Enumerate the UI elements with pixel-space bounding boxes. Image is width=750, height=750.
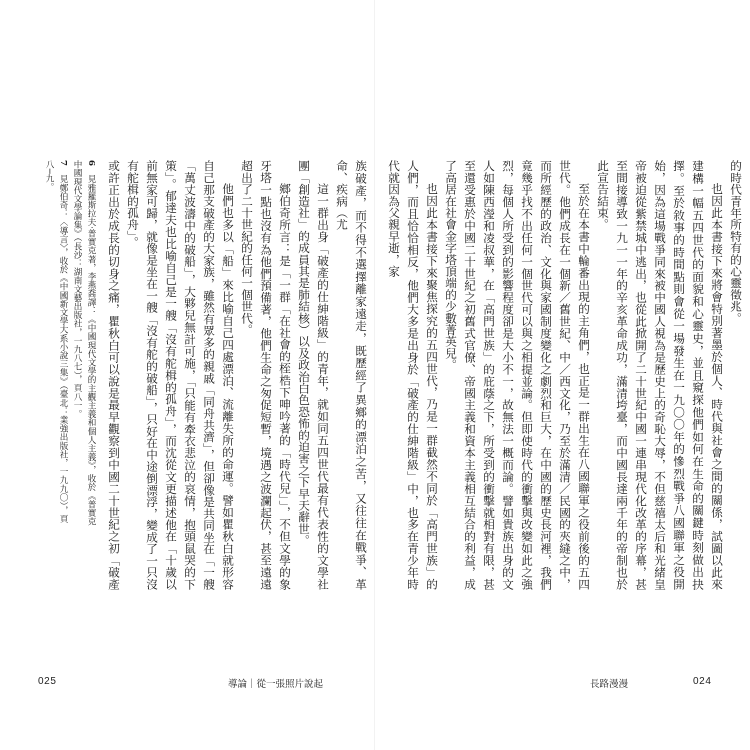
left-paragraph: 或許正出於成長的切身之痛，瞿秋白可以說是最早觀察到中國二十世紀之初「破產 <box>107 160 121 590</box>
footnote <box>42 160 70 530</box>
footnote-text: 見雅羅斯拉夫‧普實克著，李燕喬譯：《中國現代文學的主觀主義和個人主義》，收於《普實克中國現代文學論集》（長沙：湖南文藝出版社，一九八七），頁八一。 <box>72 160 96 526</box>
right-running-head: 長路漫漫 <box>590 679 629 690</box>
footnotes <box>38 160 98 530</box>
left-page-number: 025 <box>38 676 57 687</box>
right-page-number: 024 <box>693 676 712 687</box>
footnote <box>70 160 98 530</box>
left-paragraph: 他們也多以「船」來比喻自己四處漂泊、流離失所的命運。譬如瞿秋白就形容自己那支破產的大家族，雖然有眾多的親戚「同舟共濟」，但卻像是共同坐在「一艘「萬丈波濤中的破船」，大夥兒無計可施，「只能有牽衣悲泣的哀情，抱頭鼠哭的下策」。郁達夫也比喻自己是一艘「沒有舵楫的孤舟」，而沈從文更描述他在「十歲以前無家可歸，就像是坐在一艘「沒有舵的破船」，只好在中途倒漂浮，變成了一只沒有舵楫的孤舟」。 <box>126 160 235 590</box>
left-paragraph: 鄉伯奇所言：是「一群「在社會的桎梏下呻吟著的「時代兒」」，不但文學的象牙塔一點也沒有為他們預備著，他們生命之匆促短暫，境遇之波瀾起伏，甚至遠遠超出了二十世紀的任何一個世代。 <box>240 160 292 590</box>
footnote-text: 見鄭伯奇：〈導言〉，收於《中國新文學大系小說三集》（臺北：業強出版社，一九九〇），頁八─九。 <box>44 160 68 523</box>
right-page-body-text <box>383 160 745 590</box>
right-paragraph: 也因此本書接下來聚焦探究的五四世代，乃是一群截然不同於「高門世族」的人們，而且恰恰相反，他們大多是出身於「破產的仕紳階級」中，也多在青少年時代就因為父親早逝，家 <box>387 160 439 590</box>
left-paragraph: 族破產，而不得不選擇離家遠走，既歷經了異鄉的漂泊之苦，又往往在戰爭、革命、疾病（尤 <box>335 160 368 590</box>
footnote-number: 7 <box>58 160 68 166</box>
left-paragraph: 這一群出身「破產的仕紳階級」的青年，就如同五四世代最有代表性的文學社團「創造社」的成員其是肺結核）以及政治白色恐怖的迫害之下早天辭世。 <box>297 160 330 590</box>
right-paragraph: 的時代青年所特有的心靈徵兆。 <box>729 160 743 324</box>
right-page <box>375 0 750 750</box>
right-paragraph: 至於在本書中輪番出現的主角們，也正是一群出生在八國聯軍之役前後的五四世代。他們成長在一個新／舊世紀、中／西文化，乃至於滿清／民國的夾縫之中，而所經歷的政治、文化與家國制度變化之劇烈和巨大，在中國的歷史長河裡，我們竟幾乎找不出任何一個世代可以與之相提並論。但即使時代的衝擊與改變如此之強烈，每個人所受到的影響程度卻是大小不一，故無法一概而論。譬如貴族出身的文人如陳西瀅和凌叔華，在「高門世族」的庇蔭之下，所受到的衝擊就相對有限，甚至還受惠於中國二十世紀之初舊式官僚、帝國主義和資本主義相互結合的利益，成了高居在社會金字塔頂端的少數菁英兒。 <box>444 160 591 590</box>
footnote-number: 6 <box>86 160 96 166</box>
left-page-body-text <box>105 160 370 590</box>
left-running-head: 導論｜從一張照片說起 <box>228 679 324 690</box>
right-paragraph: 也因此本書接下來將會特別著墨於個人、時代與社會之間的關係，試圖以此來建構一幅五四世代的面貌和心靈史，並且窺探他們如何在生命的關鍵時刻做出抉擇。至於敘事的時間點則會從一場發生在一九〇〇年的慘烈戰爭八國聯軍之役開始，因為這場戰爭同來被中國人視為是歷史上的奇恥大辱，不但慈禧太后和光緒皇帝被迫從紫禁城中逃出，也從此掀開了二十世紀中國一連串現代化改革的序幕，甚至間接導致一九一一年的辛亥革命成功，滿清垮臺，而中國長達兩千年的帝制也於此宣告結束。 <box>596 160 724 590</box>
